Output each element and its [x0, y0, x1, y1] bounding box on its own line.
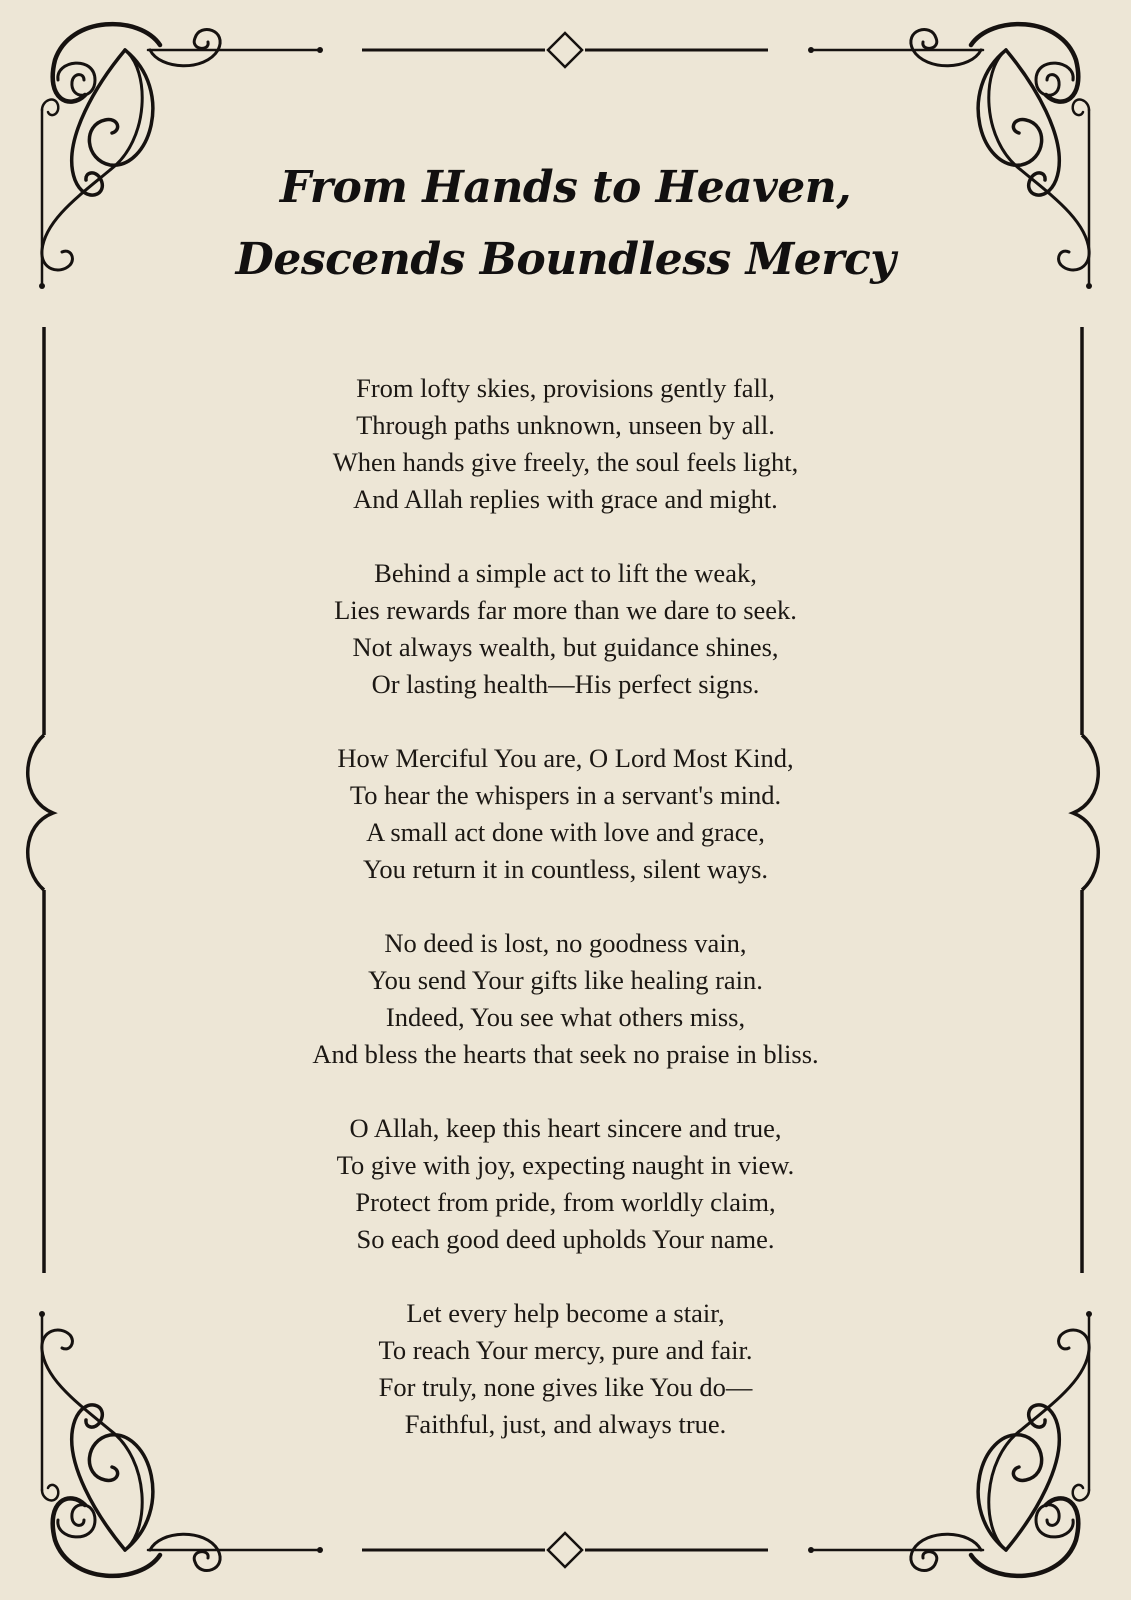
poem-line: Protect from pride, from worldly claim, [355, 1187, 776, 1217]
poem-line: To reach Your mercy, pure and fair. [378, 1335, 753, 1365]
poem-line: Lies rewards far more than we dare to seek. [334, 595, 797, 625]
stanza-4 [0, 925, 1131, 1073]
stanza-1 [0, 370, 1131, 518]
top-diamond-divider-icon [360, 30, 770, 70]
stanza-3 [0, 740, 1131, 888]
poem-line: And bless the hearts that seek no praise in bliss. [312, 1039, 819, 1069]
poem-line: O Allah, keep this heart sincere and true, [349, 1113, 782, 1143]
poem-line: So each good deed upholds Your name. [356, 1224, 775, 1254]
poem-body [0, 370, 1131, 1480]
poem-line: To hear the whispers in a servant's mind. [349, 780, 782, 810]
title-line-2: Descends Boundless Mercy [235, 234, 896, 285]
poem-line: For truly, none gives like You do— [378, 1372, 753, 1402]
poem-line: To give with joy, expecting naught in view. [336, 1150, 795, 1180]
title-line-1: From Hands to Heaven, [279, 162, 852, 213]
poem-line: Indeed, You see what others miss, [385, 1002, 746, 1032]
poem-line: How Merciful You are, O Lord Most Kind, [337, 743, 794, 773]
poem-line: From lofty skies, provisions gently fall, [356, 373, 775, 403]
stanza-2 [0, 555, 1131, 703]
poem-line: You return it in countless, silent ways. [362, 854, 769, 884]
poem-line: Let every help become a stair, [406, 1298, 725, 1328]
poem-line: Or lasting health—His perfect signs. [371, 669, 760, 699]
stanza-6 [0, 1295, 1131, 1443]
poem-line: Faithful, just, and always true. [404, 1409, 727, 1439]
poem-line: You send Your gifts like healing rain. [368, 965, 763, 995]
poem-title [0, 152, 1131, 296]
poem-line: Through paths unknown, unseen by all. [356, 410, 775, 440]
stanza-5 [0, 1110, 1131, 1258]
poem-line: A small act done with love and grace, [366, 817, 765, 847]
poem-line: Not always wealth, but guidance shines, [352, 632, 779, 662]
poem-line: No deed is lost, no goodness vain, [384, 928, 747, 958]
poem-line: Behind a simple act to lift the weak, [374, 558, 757, 588]
poem-line: When hands give freely, the soul feels light, [332, 447, 799, 477]
poem-line: And Allah replies with grace and might. [353, 484, 778, 514]
bottom-diamond-divider-icon [360, 1530, 770, 1570]
